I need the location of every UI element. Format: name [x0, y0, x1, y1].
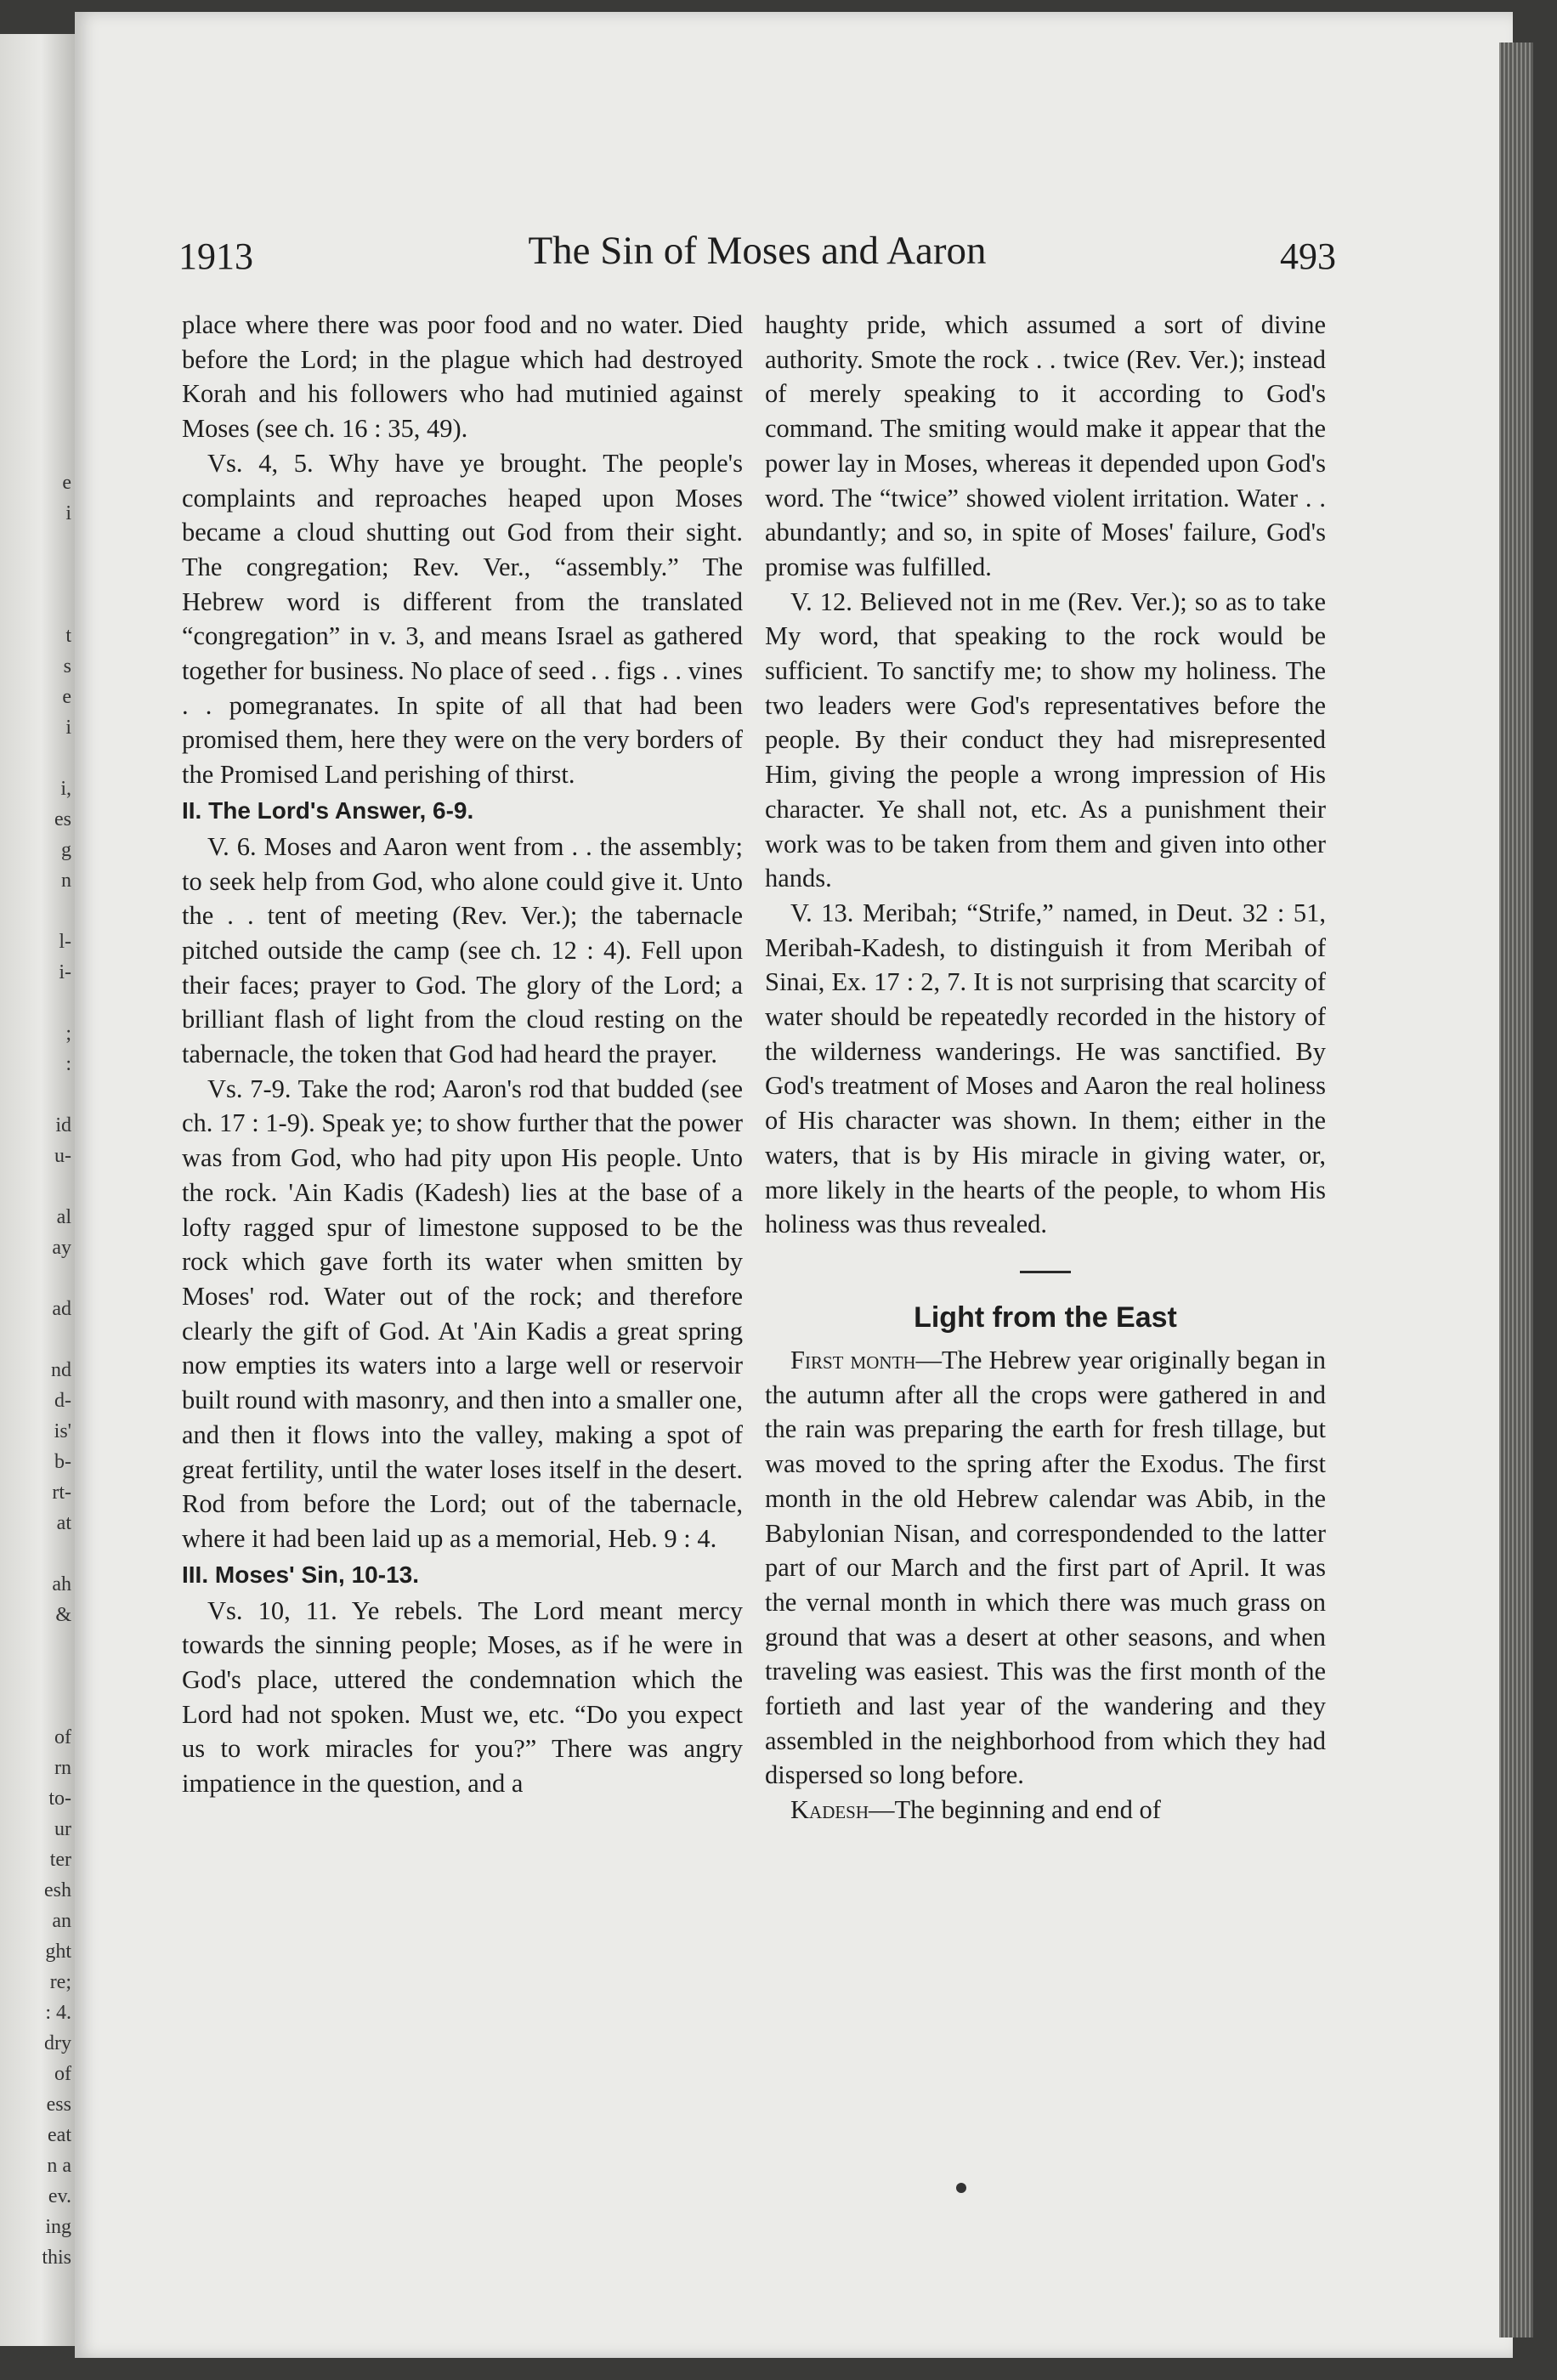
margin-fragment: ; — [65, 1023, 71, 1045]
margin-fragment — [20, 896, 71, 926]
page-number: 493 — [1280, 235, 1336, 277]
margin-fragment: ad — [52, 1298, 71, 1320]
paragraph-body: —The beginning and end of — [869, 1795, 1161, 1825]
margin-fragment: esh — [44, 1879, 71, 1901]
margin-fragment: ay — [52, 1237, 71, 1259]
margin-fragment: b- — [54, 1451, 71, 1473]
margin-fragment — [20, 590, 71, 620]
margin-fragment: eat — [48, 2124, 71, 2146]
paragraph: Vs. 7-9. Take the rod; Aaron's rod that budded (see ch. 17 : 1-9). Speak ye; to show further that the power was from God, who had pity upon His people. Unto the rock. 'Ain Kadis (Kadesh) lies at the base of a lofty ragged spur of limestone supposed to be the rock which gave forth its water when smitten by Moses' rod. Water out of the rock; and therefore clearly the gift of God. At 'Ain Kadis a great spring now empties its waters into a large well or reservoir built round with masonry, and then into a smaller one, and then it flows into the valley, making a spot of great fertility, until the water loses itself in the desert. Rod from before the Lord; out of the tabernacle, where it had been laid up as a memorial, Heb. 9 : 4. — [182, 1074, 743, 1553]
margin-fragment: id — [55, 1114, 71, 1136]
margin-fragment: ur — [54, 1818, 71, 1840]
margin-fragment: re; — [49, 1971, 71, 1993]
margin-fragment: i, — [60, 778, 71, 800]
margin-fragment — [20, 1630, 71, 1661]
margin-fragment — [20, 1171, 71, 1202]
paragraph: place where there was poor food and no water. Died before the Lord; in the plague which had destroyed Korah and his followers who had mutinied against Moses (see ch. 16 : 35, 49). — [182, 310, 743, 444]
margin-fragment: : 4. — [45, 2002, 71, 2024]
margin-fragment — [20, 559, 71, 590]
margin-fragment — [20, 1263, 71, 1294]
margin-fragment — [20, 1538, 71, 1569]
margin-fragment: ght — [45, 1941, 71, 1963]
paragraph — [765, 1793, 1326, 1828]
margin-fragment: : — [65, 1053, 71, 1075]
margin-fragment: this — [42, 2247, 71, 2269]
margin-fragment: rt- — [52, 1482, 71, 1504]
paragraph: V. 13. Meribah; “Strife,” named, in Deut. 32 : 51, Meribah-Kadesh, to distinguish it from Meribah of Sinai, Ex. 17 : 2, 7. It is not surprising that scarcity of water should be repeatedly recorded in the history of the wilderness wanderings. He was sanctified. By God's treatment of Moses and Aaron the real holiness of His character was shown. In them; either in the waters, that is by His miracle in giving water, or, more likely in the hearts of the people, to whom His holiness was thus revealed. — [765, 898, 1326, 1239]
page-stack-edge — [1499, 42, 1533, 2338]
left-column — [182, 308, 743, 2144]
paragraph: Vs. 10, 11. Ye rebels. The Lord meant mercy towards the sinning people; Moses, as if he were in God's place, uttered the condemnation which the Lord had not spoken. Must we, etc. “Do you expect us to work miracles for you?” There was angry impatience in the question, and a — [182, 1595, 743, 1799]
header-year: 1913 — [178, 235, 253, 277]
margin-fragment: ter — [49, 1849, 71, 1871]
paragraph-lead: Kadesh — [790, 1795, 869, 1825]
section-title: Light from the East — [914, 1300, 1177, 1334]
margin-fragment: of — [54, 2063, 71, 2085]
margin-fragment — [20, 1080, 71, 1110]
margin-fragment: es — [54, 808, 71, 830]
margin-fragment: n a — [47, 2155, 71, 2177]
previous-page-edge — [0, 34, 75, 2346]
margin-fragment — [20, 376, 71, 406]
margin-fragment: e — [62, 686, 71, 708]
paragraph: Vs. 4, 5. Why have ye brought. The people's complaints and reproaches heaped upon Moses became a cloud shutting out God from their sight. The congregation; Rev. Ver., “assembly.” The Hebrew word is different from the translated “congregation” in v. 3, and means Israel as gathered together for business. No place of seed . . figs . . vines . . pomegranates. In spite of all that had been promised them, here they were on the very borders of the Promised Land perishing of thirst. — [182, 448, 743, 790]
margin-fragment: l- — [59, 931, 71, 953]
margin-fragment: g — [61, 839, 71, 861]
margin-fragment — [20, 1324, 71, 1355]
running-title: The Sin of Moses and Aaron — [528, 229, 987, 273]
running-header — [178, 224, 1336, 279]
margin-fragment: to- — [48, 1788, 71, 1810]
margin-fragment: i- — [59, 961, 71, 983]
margin-fragment: d- — [54, 1390, 71, 1412]
margin-fragment — [20, 529, 71, 559]
margin-fragment: at — [56, 1512, 71, 1534]
margin-fragment — [20, 437, 71, 468]
page-mark — [956, 2183, 966, 2193]
margin-fragment: nd — [51, 1359, 71, 1381]
margin-fragment — [20, 988, 71, 1018]
margin-fragment: ess — [46, 2094, 71, 2116]
margin-fragment — [20, 345, 71, 376]
margin-fragment: of — [54, 1726, 71, 1748]
margin-fragment — [20, 1692, 71, 1722]
margin-fragment: t — [65, 625, 71, 647]
paragraph-body: —The Hebrew year originally began in the autumn after all the crops were gathered in and the rain was preparing the earth for fresh tillage, but was moved to the spring after the Exodus. The first month in the old Hebrew calendar was Abib, in the Babylonian Nisan, and correspondended to the latter part of our March and the first part of April. It was the vernal month in which there was much grass on ground that was a desert at other seasons, and when traveling was easiest. This was the first month of the fortieth and last year of the wandering and they assembled in the neighborhood from which they had dispersed so long before. — [765, 1345, 1326, 1790]
margin-fragment: i — [65, 502, 71, 524]
margin-fragment — [20, 743, 71, 774]
margin-fragment: ev. — [48, 2185, 71, 2207]
margin-fragment: ah — [52, 1573, 71, 1595]
margin-fragment: ing — [45, 2216, 71, 2238]
margin-fragment: u- — [54, 1145, 71, 1167]
margin-fragment: al — [56, 1206, 71, 1228]
paragraph: V. 12. Believed not in me (Rev. Ver.); so as to take My word, that speaking to the rock would be sufficient. To sanctify me; to show my holiness. The two leaders were God's representatives before the people. By their conduct they had misrepresented Him, giving the people a wrong impression of His character. Ye shall not, etc. As a punishment their work was to be taken from them and given into other hands. — [765, 586, 1326, 893]
margin-fragment — [20, 406, 71, 437]
margin-fragment: rn — [54, 1757, 71, 1779]
paragraph-lead: First month — [790, 1345, 916, 1374]
section-divider — [1020, 1271, 1071, 1273]
margin-fragment: is' — [54, 1420, 71, 1442]
section-heading: III. Moses' Sin, 10-13. — [182, 1561, 419, 1588]
paragraph — [765, 1343, 1326, 1793]
margin-fragment — [20, 1661, 71, 1692]
margin-fragment — [20, 314, 71, 345]
paragraph: haughty pride, which assumed a sort of divine authority. Smote the rock . . twice (Rev. Ver.); instead of merely speaking to it according to God's command. The smiting would make it appear that the power lay in Moses, whereas it depended upon God's word. The “twice” showed violent irritation. Water . . abundantly; and so, in spite of Moses' failure, God's promise was fulfilled. — [765, 310, 1326, 581]
margin-fragment: s — [63, 655, 71, 677]
paragraph: V. 6. Moses and Aaron went from . . the assembly; to seek help from God, who alone could give it. Unto the . . tent of meeting (Rev. Ver.); the tabernacle pitched outside the camp (see ch. 12 : 4). Fell upon their faces; prayer to God. The glory of the Lord; a brilliant flash of light from the cloud resting on the tabernacle, the token that God had heard the prayer. — [182, 831, 743, 1069]
right-column — [765, 308, 1326, 2144]
margin-fragment: & — [55, 1604, 71, 1626]
margin-fragment: e — [62, 472, 71, 494]
margin-fragment: an — [52, 1910, 71, 1932]
previous-page-text-fragments — [20, 314, 71, 2273]
margin-fragment: n — [61, 870, 71, 892]
margin-fragment: dry — [44, 2032, 71, 2054]
margin-fragment: i — [65, 717, 71, 739]
section-heading: II. The Lord's Answer, 6-9. — [182, 796, 474, 824]
